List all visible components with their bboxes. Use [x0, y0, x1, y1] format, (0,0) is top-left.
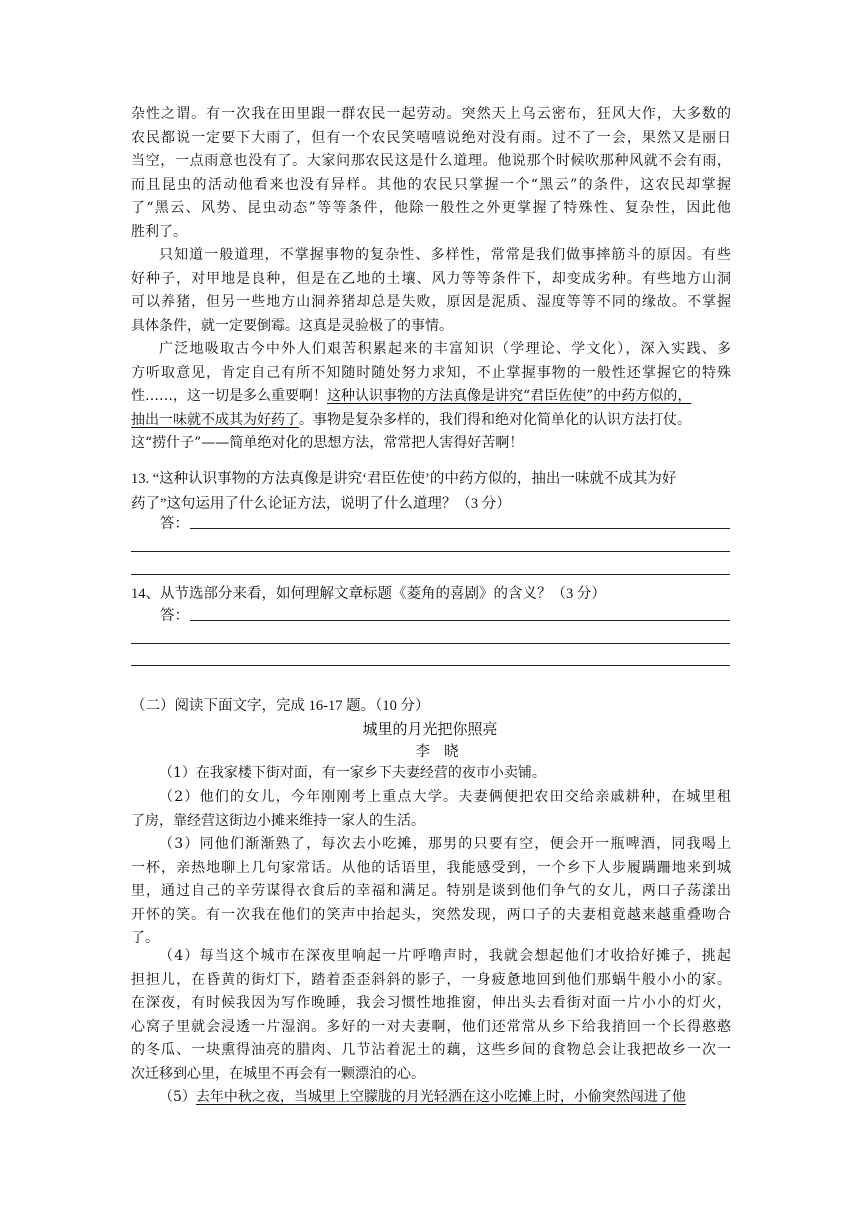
underlined-sentence: 抽出一味就不成其为好药了 [131, 411, 299, 428]
section-heading: （二）阅读下面文字，完成 16-17 题。（10 分） [131, 698, 430, 714]
text-line: 可以养猪，但另一些地方山洞养猪却总是失败，原因是泥质、湿度等等不同的缘故。不掌握 [131, 294, 731, 310]
text-line [131, 385, 731, 409]
underlined-sentence: 去年中秋之夜，当城里上空朦胧的月光轻洒在这小吃摊上时，小偷突然闯进了他 [195, 1089, 686, 1105]
passage-paragraph-1 [131, 103, 731, 244]
text-line [131, 409, 731, 433]
article-title: 城里的月光把你照亮 [362, 720, 498, 738]
text-line: 广泛地吸取古今中外人们艰苦积累起来的丰富知识（学理论、学文化），深入实践、多 [159, 341, 731, 357]
plain-text: 性……，这一切是多么重要啊！ [131, 388, 327, 404]
text-line: 农民都说一定要下大雨了，但有一个农民笑嘻嘻说绝对没有雨。过不了一会，果然又是丽日 [131, 129, 731, 146]
article-paragraph-2 [131, 786, 731, 833]
text-line: 次迁移到心里，在城里不再会有一颗漂泊的心。 [131, 1065, 425, 1082]
plain-text: 。事物是复杂多样的，我们得和绝对化简单化的认识方法打仗。 [299, 411, 691, 428]
text-line: 方听取意见，肯定自己有所不知随时随处努力求知，不止掌握事物的一般性还掌握它的特殊 [131, 364, 731, 381]
answer-line[interactable] [190, 528, 730, 529]
text-line: 里，通过自己的辛劳谋得衣食后的幸福和满足。特别是谈到他们争气的女儿，两口子荡漾出 [131, 883, 731, 899]
question-14 [131, 582, 731, 607]
text-line [131, 1086, 731, 1110]
article-paragraph-3 [131, 833, 731, 951]
answer-label: 答： [160, 516, 189, 532]
article-paragraph-5 [131, 1086, 731, 1110]
article-paragraph-4 [131, 945, 731, 1086]
passage-paragraph-3 [131, 338, 731, 456]
question-text: 14、从节选部分来看，如何理解文章标题《菱角的喜剧》的含义？（3 分） [131, 586, 606, 602]
text-line: 一杯，亲热地聊上几句家常话。从他的话语里，我能感受到，一个乡下人步履蹒跚地来到城 [131, 859, 731, 876]
text-line: 好种子，对甲地是良种，但是在乙地的土壤、风力等等条件下，却变成劣种。有些地方山洞 [131, 270, 731, 287]
text-line: 了“黑云、风势、昆虫动态”等等条件，他除一般性之外更掌握了特殊性、复杂性，因此他 [131, 200, 731, 216]
answer-line[interactable] [131, 551, 730, 552]
article-paragraph-1 [131, 762, 731, 786]
text-line: 这“捞什子”——简单绝对化的思想方法，常常把人害得好苦啊！ [131, 435, 524, 451]
text-line: （2）他们的女儿，今年刚刚考上重点大学。夫妻俩便把农田交给亲戚耕种，在城里租 [159, 789, 731, 805]
text-line: 当空，一点雨意也没有了。大家问那农民这是什么道理。他说那个时候吹那种风就不会有雨， [131, 153, 731, 169]
text-line: （4）每当这个城市在深夜里响起一片呼噜声时，我就会想起他们才收拾好摊子，挑起 [159, 948, 731, 964]
text-line: 的冬瓜、一块熏得油亮的腊肉、几节沾着泥土的藕，这些乡间的食物总会让我把故乡一次一 [131, 1042, 731, 1058]
answer-line[interactable] [131, 643, 730, 644]
text-line: 具体条件，就一定要倒霉。这真是灵验极了的事情。 [131, 317, 453, 334]
text-line: 只知道一般道理，不掌握事物的复杂性、多样性，常常是我们做事摔筋斗的原因。有些 [159, 247, 731, 263]
answer-label: 答： [160, 608, 189, 624]
text-line: 在深夜，有时候我因为写作晚睡，我会习惯性地推窗，伸出头去看街对面一片小小的灯火， [131, 995, 731, 1011]
answer-line[interactable] [131, 665, 730, 666]
text-line: 担担儿，在昏黄的街灯下，踏着歪歪斜斜的影子，一身疲惫地回到他们那蜗牛般小小的家。 [131, 971, 731, 988]
text-line: 而且昆虫的活动他看来也没有异样。其他的农民只掌握一个“黑云”的条件，这农民却掌握 [131, 176, 731, 193]
text-line: 了房，靠经营这街边小摊来维持一家人的生活。 [131, 812, 425, 829]
text-line: （3）同他们渐渐熟了，每次去小吃摊，那男的只要有空，便会开一瓶啤酒，同我喝上 [159, 836, 731, 852]
text-line: 胜利了。 [131, 223, 187, 240]
passage-paragraph-2 [131, 244, 731, 338]
underlined-sentence: 这种认识事物的方法真像是讲究“君臣佐使”的中药方似的， [327, 388, 692, 404]
text-line: 杂性之谓。有一次我在田里跟一群农民一起劳动。突然天上乌云密布，狂风大作，大多数的 [131, 106, 731, 122]
article-author: 李晓 [415, 744, 473, 760]
text-line: （1）在我家楼下街对面，有一家乡下夫妻经营的夜市小卖铺。 [159, 765, 546, 781]
answer-line[interactable] [190, 620, 730, 621]
paragraph-number: （5） [159, 1089, 196, 1105]
text-line: 开怀的笑。有一次我在他们的笑声中抬起头，突然发现，两口子的夫妻相竟越来越重叠吻合 [131, 906, 731, 923]
question-text: 13. “这种认识事物的方法真像是讲究‘君臣佐使’的中药方似的，抽出一味就不成其为好 [131, 471, 677, 487]
question-text: 药了”这句运用了什么论证方法，说明了什么道理？（3 分） [131, 496, 511, 512]
text-line: 了。 [131, 930, 159, 946]
answer-line[interactable] [131, 574, 730, 575]
text-line: 心窝子里就会浸透一片湿润。多好的一对夫妻啊，他们还常常从乡下给我捎回一个长得憨憨 [131, 1018, 731, 1035]
question-13 [131, 467, 731, 517]
